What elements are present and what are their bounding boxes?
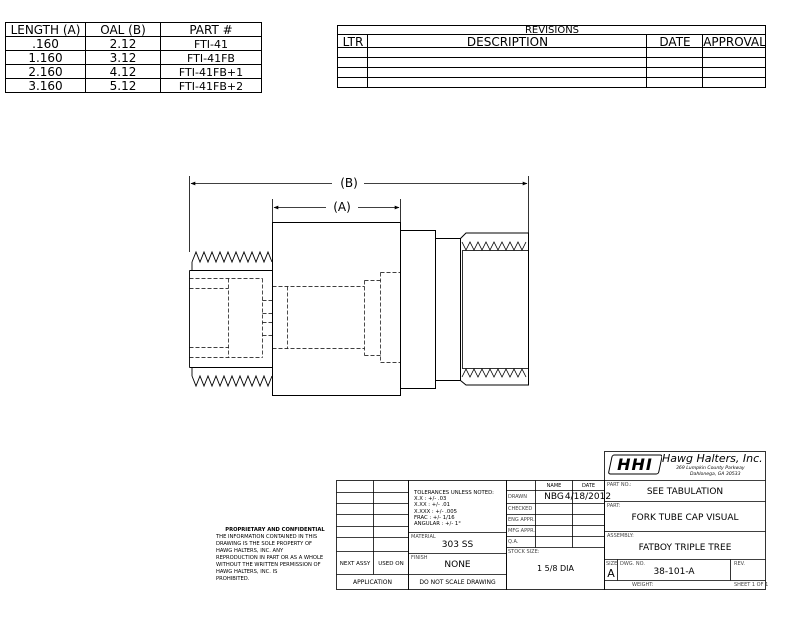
revisions-title: REVISIONS: [524, 24, 580, 36]
part-no-value: SEE TABULATION: [646, 487, 724, 497]
approval-row-date: 4/18/2012: [564, 492, 612, 502]
proprietary-line: HAWG HALTERS, INC. ANY: [216, 548, 284, 554]
material-value: 303 SS: [441, 540, 474, 550]
next-assy-label: NEXT ASSY: [339, 561, 371, 567]
tolerance-line: X.X : +/- .03: [414, 496, 447, 503]
proprietary-title: PROPRIETARY AND CONFIDENTIAL: [225, 527, 325, 533]
tab-cell: 4.12: [109, 65, 137, 79]
proprietary-line: HAWG HALTERS, INC. IS: [216, 569, 278, 575]
dwg-no-label: DWG. NO.: [620, 561, 645, 567]
proprietary-line: WITHOUT THE WRITTEN PERMISSION OF: [216, 562, 321, 568]
tab-header-length: LENGTH (A): [10, 23, 81, 37]
finish-label: FINISH: [411, 555, 428, 561]
company-address-2: Dahlonega, GA 30533: [690, 472, 741, 477]
approval-row-label: ENG APPR.: [508, 517, 535, 523]
tolerance-line: X.XX : +/- .01: [414, 502, 450, 509]
rev-header-description: DESCRIPTION: [466, 34, 549, 49]
tolerance-line: X.XXX : +/- .005: [414, 508, 457, 515]
approval-row-label: DRAWN: [508, 494, 527, 500]
proprietary-line: THE INFORMATION CONTAINED IN THIS: [216, 534, 318, 540]
proprietary-line: PROHIBITED.: [216, 576, 250, 582]
company-logo-text: HHI: [617, 455, 653, 474]
proprietary-line: REPRODUCTION IN PART OR AS A WHOLE: [216, 555, 324, 561]
part-no-label: PART NO.:: [607, 482, 632, 488]
approval-row-name: NBG: [544, 492, 564, 502]
dimension-label-oal: (B): [335, 176, 363, 190]
do-not-scale-note: DO NOT SCALE DRAWING: [419, 578, 496, 586]
dimension-label-length: (A): [328, 200, 356, 214]
part-label: PART:: [607, 503, 621, 509]
rev-label: REV.: [734, 561, 745, 567]
approval-row-label: CHECKED: [508, 506, 533, 512]
tolerance-line: FRAC : +/- 1/16: [414, 514, 455, 521]
application-label: APPLICATION: [353, 578, 392, 586]
size-label: SIZE: [606, 561, 618, 567]
tab-cell: FTI-41FB: [187, 51, 235, 65]
tab-cell: FTI-41: [193, 37, 229, 51]
rev-header-approval: APPROVAL: [703, 34, 766, 49]
approval-row-label: MFG APPR.: [508, 528, 535, 534]
company-name: Hawg Halters, Inc.: [662, 452, 763, 465]
rev-header-ltr: LTR: [342, 34, 364, 49]
tab-cell: .160: [32, 37, 59, 51]
assembly-label: ASSEMBLY:: [607, 533, 634, 539]
tab-cell: 3.160: [28, 79, 63, 93]
approval-row-label: Q.A.: [508, 539, 519, 545]
size-value: A: [607, 566, 615, 580]
stock-size-label: STOCK SIZE:: [508, 549, 540, 555]
assembly-value: FATBOY TRIPLE TREE: [638, 543, 732, 553]
weight-label: WEIGHT:: [632, 582, 654, 588]
tab-cell: FTI-41FB+2: [178, 79, 244, 93]
approvals-date-header: DATE: [581, 482, 595, 489]
used-on-label: USED ON: [378, 561, 404, 567]
approvals-name-header: NAME: [546, 482, 562, 489]
company-address-1: 369 Lumpkin County Parkway: [676, 466, 745, 471]
tab-cell: 3.12: [109, 51, 137, 65]
tab-cell: 1.160: [28, 51, 63, 65]
tab-cell: 2.160: [28, 65, 63, 79]
tolerance-line: ANGULAR : +/- 1°: [414, 521, 461, 528]
finish-value: NONE: [444, 560, 471, 570]
tolerances-note: [414, 490, 494, 527]
proprietary-notice: [216, 527, 334, 583]
material-label: MATERIAL: [411, 534, 436, 540]
stock-size-value: 1 5/8 DIA: [536, 563, 575, 573]
rev-header-date: DATE: [659, 34, 691, 49]
part-value: FORK TUBE CAP VISUAL: [631, 513, 739, 523]
dwg-no-value: 38-101-A: [653, 566, 695, 577]
tab-header-part: PART #: [189, 23, 233, 37]
tab-cell: FTI-41FB+1: [178, 65, 244, 79]
tolerances-title: TOLERANCES UNLESS NOTED:: [414, 490, 494, 496]
tab-cell: 5.12: [109, 79, 137, 93]
tab-cell: 2.12: [109, 37, 137, 51]
tab-header-oal: OAL (B): [100, 23, 146, 37]
proprietary-line: DRAWING IS THE SOLE PROPERTY OF: [216, 541, 313, 547]
sheet-label: SHEET 1 OF 1: [734, 582, 769, 588]
